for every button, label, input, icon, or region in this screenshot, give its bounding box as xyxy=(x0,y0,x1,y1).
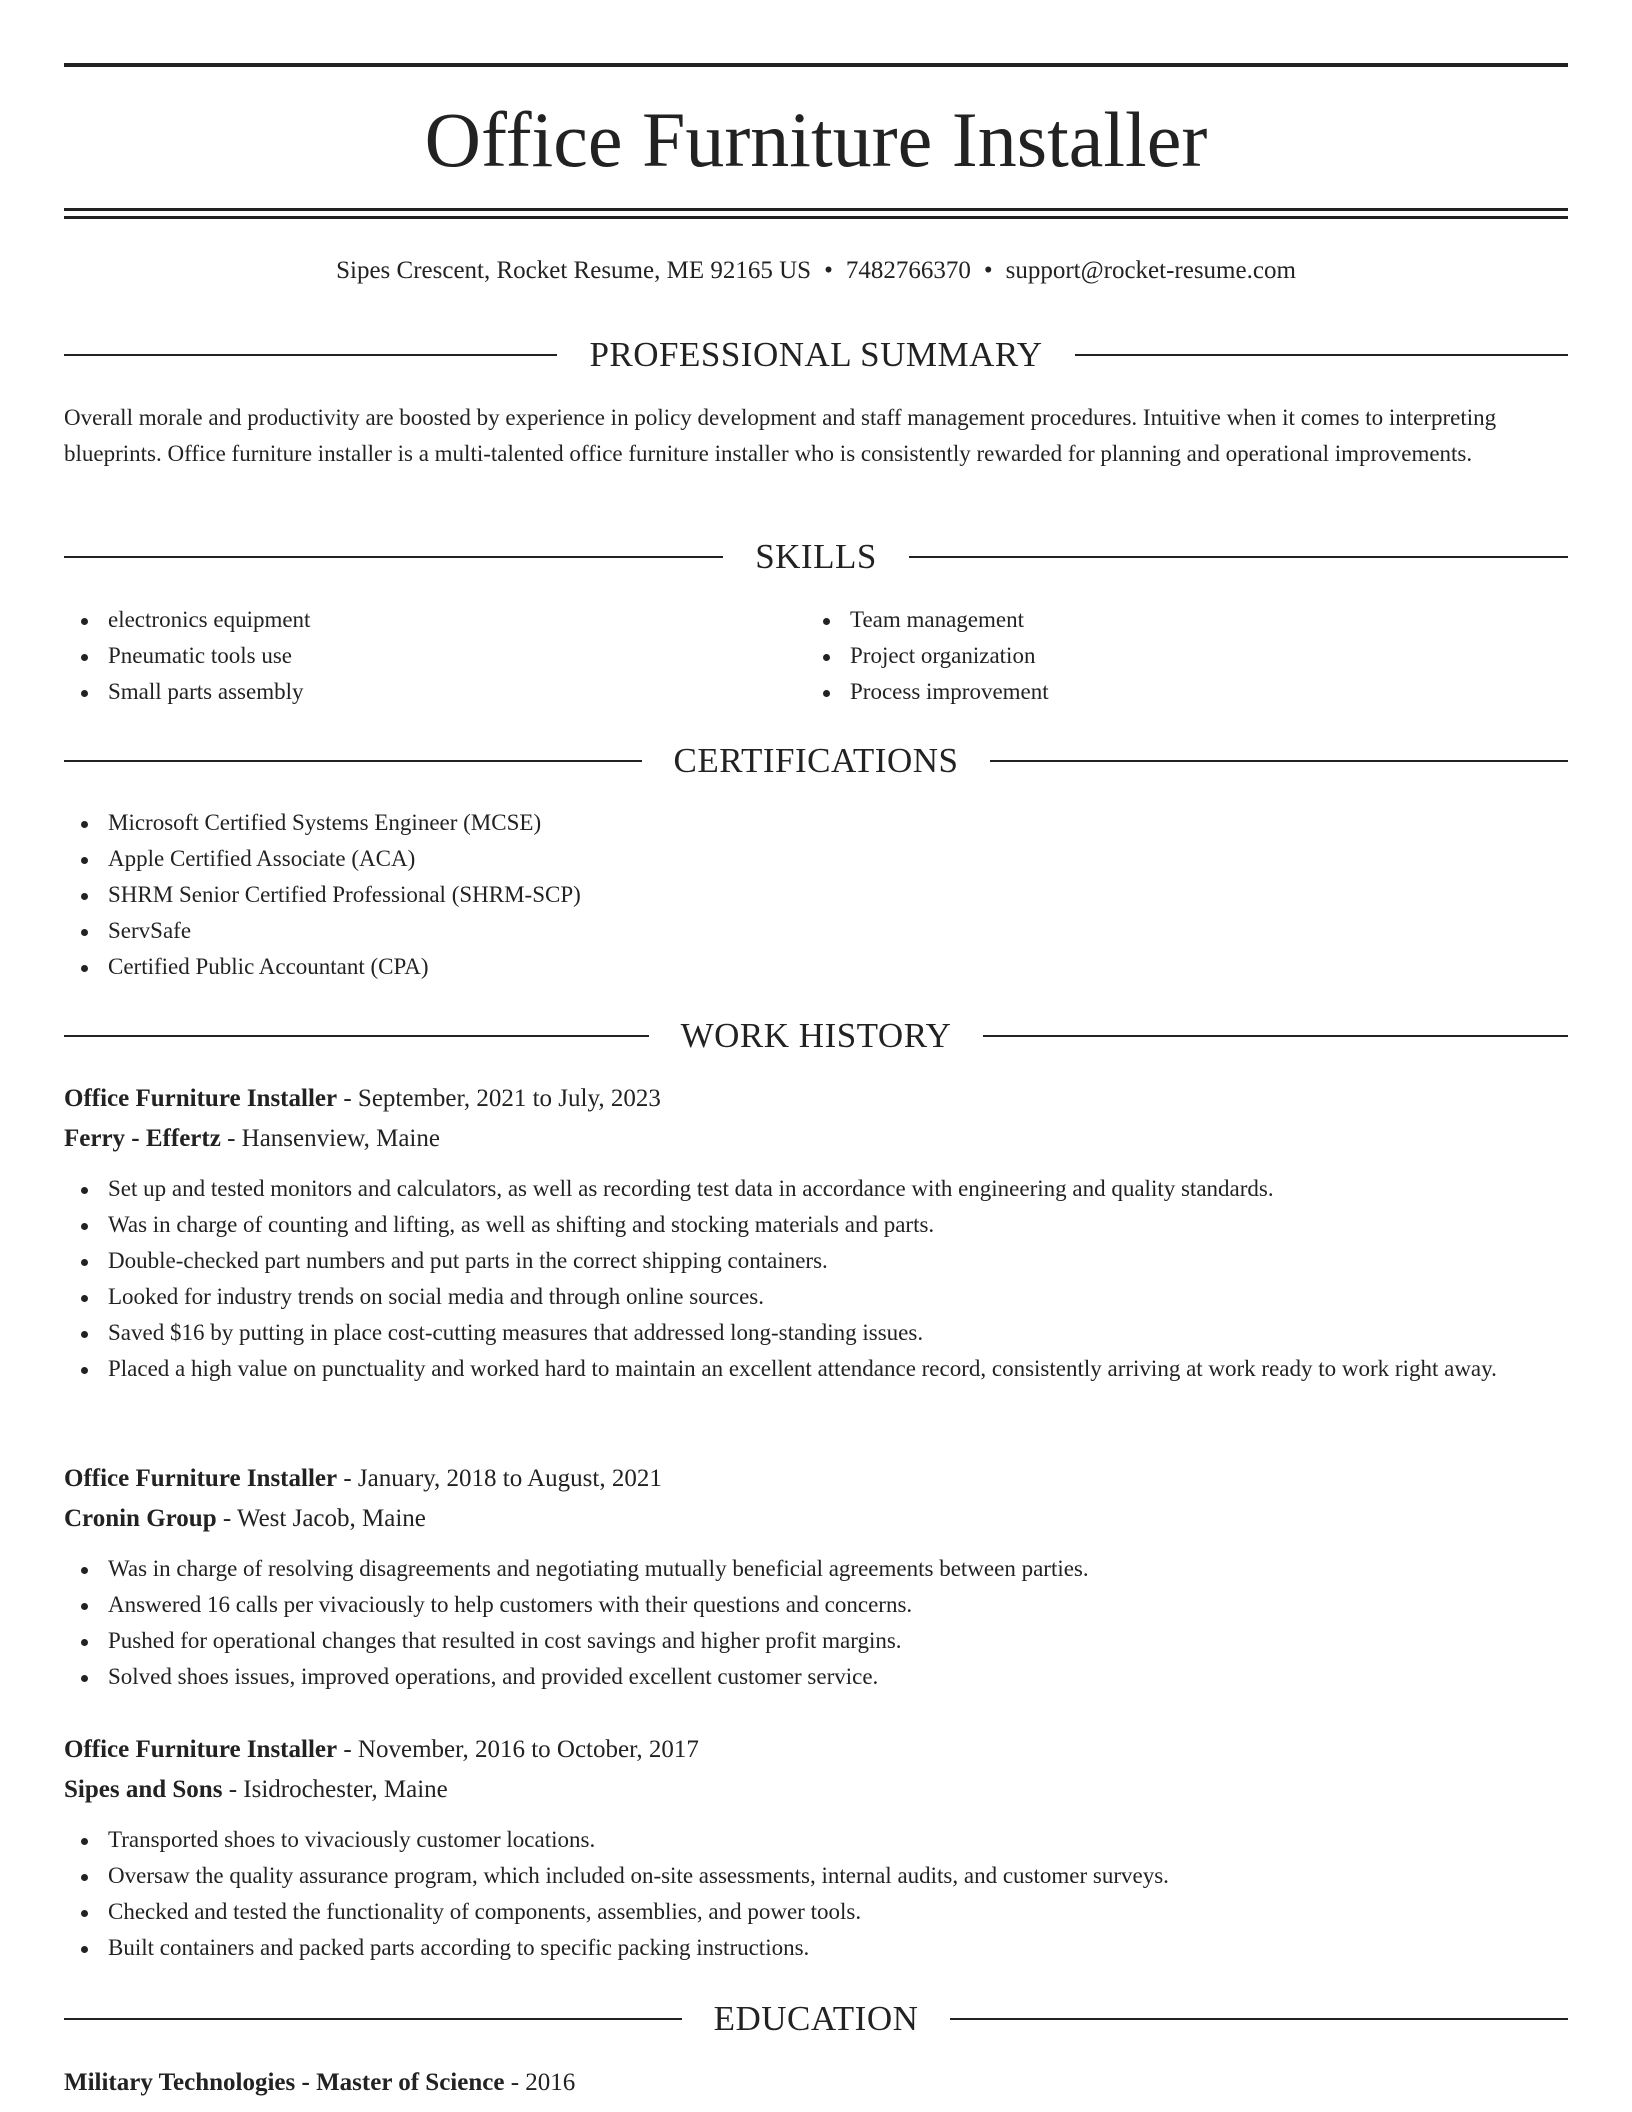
skill-item: electronics equipment xyxy=(64,602,764,638)
section-rule xyxy=(909,556,1568,558)
contact-address: Sipes Crescent, Rocket Resume, ME 92165 US xyxy=(336,257,812,284)
skill-item: Team management xyxy=(806,602,1506,638)
education-degree: Military Technologies - Master of Science xyxy=(64,2069,505,2096)
certifications-list xyxy=(64,805,1264,985)
job-company: Sipes and Sons xyxy=(64,1776,223,1803)
education-entry xyxy=(64,2063,575,2103)
section-rule xyxy=(64,2018,682,2020)
section-heading-summary xyxy=(64,333,1568,377)
title-rule-upper xyxy=(64,208,1568,211)
section-title: CERTIFICATIONS xyxy=(673,741,959,780)
list-item: Saved $16 by putting in place cost-cutting measures that addressed long-standing issues. xyxy=(64,1315,1568,1351)
skill-item: Small parts assembly xyxy=(64,674,764,710)
job-company-line xyxy=(64,1119,1568,1159)
section-rule xyxy=(64,760,642,762)
contact-line xyxy=(64,254,1568,288)
top-rule xyxy=(64,63,1568,67)
certification-item: Certified Public Accountant (CPA) xyxy=(64,949,1264,985)
section-rule xyxy=(64,556,723,558)
contact-separator: • xyxy=(824,257,833,284)
job-title: Office Furniture Installer xyxy=(64,1085,338,1112)
section-heading-education xyxy=(64,1997,1568,2041)
skill-item: Process improvement xyxy=(806,674,1506,710)
job-location: - West Jacob, Maine xyxy=(216,1505,426,1532)
section-rule xyxy=(1075,354,1568,356)
list-item: Solved shoes issues, improved operations, and provided excellent customer service. xyxy=(64,1659,1568,1695)
section-title: EDUCATION xyxy=(713,1999,919,2038)
contact-separator: • xyxy=(983,257,993,284)
section-rule xyxy=(983,1035,1568,1037)
list-item: Built containers and packed parts according to specific packing instructions. xyxy=(64,1930,1568,1966)
certification-item: SHRM Senior Certified Professional (SHRM-SCP) xyxy=(64,877,1264,913)
section-title: WORK HISTORY xyxy=(680,1016,952,1055)
job-entry xyxy=(64,1730,1568,1966)
contact-phone: 7482766370 xyxy=(845,257,971,284)
job-company-line xyxy=(64,1770,1568,1810)
list-item: Looked for industry trends on social media and through online sources. xyxy=(64,1279,1568,1315)
job-bullets xyxy=(64,1551,1568,1695)
job-title: Office Furniture Installer xyxy=(64,1736,338,1763)
education-year: - 2016 xyxy=(504,2069,576,2096)
list-item: Double-checked part numbers and put parts in the correct shipping containers. xyxy=(64,1243,1568,1279)
job-dates: - September, 2021 to July, 2023 xyxy=(337,1085,661,1112)
list-item: Oversaw the quality assurance program, which included on-site assessments, internal audits, and customer surveys. xyxy=(64,1858,1568,1894)
job-title-line xyxy=(64,1730,1568,1770)
skills-list-left xyxy=(64,602,764,710)
section-rule xyxy=(64,1035,649,1037)
section-rule xyxy=(990,760,1568,762)
section-heading-certifications xyxy=(64,739,1568,783)
list-item: Was in charge of resolving disagreements and negotiating mutually beneficial agreements between parties. xyxy=(64,1551,1568,1587)
job-dates: - January, 2018 to August, 2021 xyxy=(337,1465,662,1492)
list-item: Answered 16 calls per vivaciously to help customers with their questions and concerns. xyxy=(64,1587,1568,1623)
list-item: Pushed for operational changes that resulted in cost savings and higher profit margins. xyxy=(64,1623,1568,1659)
page-title: Office Furniture Installer xyxy=(424,96,1208,183)
job-location: - Isidrochester, Maine xyxy=(222,1776,448,1803)
skill-item: Project organization xyxy=(806,638,1506,674)
skills-list-right xyxy=(806,602,1506,710)
contact-email: support@rocket-resume.com xyxy=(1005,257,1296,284)
section-title: PROFESSIONAL SUMMARY xyxy=(589,335,1043,374)
list-item: Set up and tested monitors and calculators, as well as recording test data in accordance with engineering and quality standards. xyxy=(64,1171,1568,1207)
job-dates: - November, 2016 to October, 2017 xyxy=(337,1736,699,1763)
summary-text: Overall morale and productivity are boosted by experience in policy development and staff management procedures. Intuitive when it comes to interpreting blueprints. Office furniture installer is a multi-talented office furniture installer who is consistently rewarded for planning and operational improvements. xyxy=(64,405,1497,466)
list-item: Placed a high value on punctuality and worked hard to maintain an excellent attendance record, consistently arriving at work ready to work right away. xyxy=(64,1351,1568,1387)
job-company-line xyxy=(64,1499,1568,1539)
job-entry xyxy=(64,1459,1568,1695)
skill-item: Pneumatic tools use xyxy=(64,638,764,674)
list-item: Transported shoes to vivaciously customer locations. xyxy=(64,1822,1568,1858)
certification-item: Apple Certified Associate (ACA) xyxy=(64,841,1264,877)
section-title: SKILLS xyxy=(755,537,877,576)
certification-item: ServSafe xyxy=(64,913,1264,949)
list-item: Was in charge of counting and lifting, as well as shifting and stocking materials and parts. xyxy=(64,1207,1568,1243)
section-rule xyxy=(64,354,557,356)
job-bullets xyxy=(64,1171,1568,1387)
certification-item: Microsoft Certified Systems Engineer (MCSE) xyxy=(64,805,1264,841)
section-heading-work xyxy=(64,1014,1568,1058)
job-title-line xyxy=(64,1459,1568,1499)
job-title-line xyxy=(64,1079,1568,1119)
job-company: Ferry - Effertz xyxy=(64,1125,221,1152)
job-bullets xyxy=(64,1822,1568,1966)
title-rule-lower xyxy=(64,216,1568,219)
section-rule xyxy=(950,2018,1568,2020)
section-heading-skills xyxy=(64,535,1568,579)
job-company: Cronin Group xyxy=(64,1505,217,1532)
job-location: - Hansenview, Maine xyxy=(220,1125,440,1152)
job-title: Office Furniture Installer xyxy=(64,1465,338,1492)
list-item: Checked and tested the functionality of components, assemblies, and power tools. xyxy=(64,1894,1568,1930)
job-entry xyxy=(64,1079,1568,1387)
